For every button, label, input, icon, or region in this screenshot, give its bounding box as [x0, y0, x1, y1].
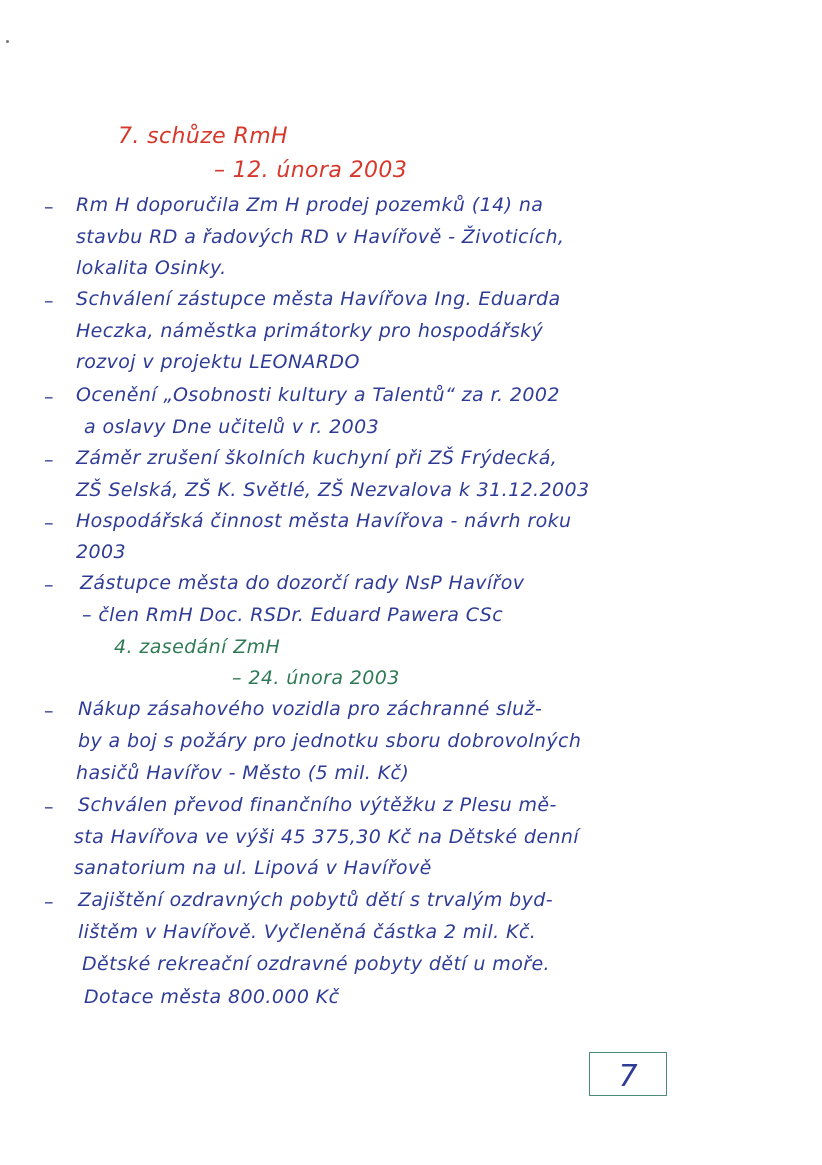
bullet-dash: –: [44, 449, 54, 471]
meeting-title-1: 7. schůze RmH: [118, 124, 288, 149]
note-line: Nákup zásahového vozidla pro záchranné služ-: [78, 698, 543, 720]
note-line: Dětské rekreační ozdravné pobyty dětí u moře.: [82, 953, 550, 975]
bullet-dash: –: [44, 891, 54, 913]
note-line: sta Havířova ve výši 45 375,30 Kč na Dětské denní: [74, 826, 580, 848]
note-line: lištěm v Havířově. Vyčleněná částka 2 mil. Kč.: [78, 921, 537, 943]
note-line: Hospodářská činnost města Havířova - návrh roku: [76, 510, 572, 532]
bullet-dash: –: [44, 574, 54, 596]
note-line: hasičů Havířov - Město (5 mil. Kč): [76, 762, 410, 784]
scan-speck: [6, 40, 9, 43]
note-line: Zajištění ozdravných pobytů dětí s trvalým byd-: [78, 889, 554, 911]
note-line: stavbu RD a řadových RD v Havířově - Životicích,: [76, 226, 565, 248]
note-line: a oslavy Dne učitelů v r. 2003: [84, 416, 380, 438]
note-line: Záměr zrušení školních kuchyní při ZŠ Frýdecká,: [76, 447, 558, 469]
note-line: ZŠ Selská, ZŠ K. Světlé, ZŠ Nezvalova k 31.12.2003: [76, 479, 590, 501]
meeting-title-2: 4. zasedání ZmH: [114, 636, 281, 658]
note-line: Dotace města 800.000 Kč: [84, 986, 340, 1008]
note-line: Zástupce města do dozorčí rady NsP Havířov: [80, 572, 525, 594]
bullet-dash: –: [44, 700, 54, 722]
note-line: rozvoj v projektu LEONARDO: [76, 351, 360, 373]
note-line: Schválen převod finančního výtěžku z Plesu mě-: [78, 794, 557, 816]
bullet-dash: –: [44, 290, 54, 312]
note-line: by a boj s požáry pro jednotku sboru dobrovolných: [78, 730, 582, 752]
meeting-date-1: – 12. února 2003: [214, 158, 408, 183]
bullet-dash: –: [44, 386, 54, 408]
note-line: – člen RmH Doc. RSDr. Eduard Pawera CSc: [82, 604, 504, 626]
note-line: Heczka, náměstka primátorky pro hospodářský: [76, 320, 544, 342]
note-line: Ocenění „Osobnosti kultury a Talentů“ za r. 2002: [76, 384, 560, 406]
bullet-dash: –: [44, 196, 54, 218]
note-line: Schválení zástupce města Havířova Ing. Eduarda: [76, 288, 561, 310]
note-line: 2003: [76, 541, 126, 563]
page-number-box: [589, 1052, 667, 1096]
note-line: sanatorium na ul. Lipová v Havířově: [74, 857, 432, 879]
note-line: lokalita Osinky.: [76, 257, 227, 279]
bullet-dash: –: [44, 796, 54, 818]
page-number: 7: [618, 1059, 638, 1094]
note-line: Rm H doporučila Zm H prodej pozemků (14) na: [76, 194, 544, 216]
meeting-date-2: – 24. února 2003: [232, 667, 400, 689]
bullet-dash: –: [44, 512, 54, 534]
